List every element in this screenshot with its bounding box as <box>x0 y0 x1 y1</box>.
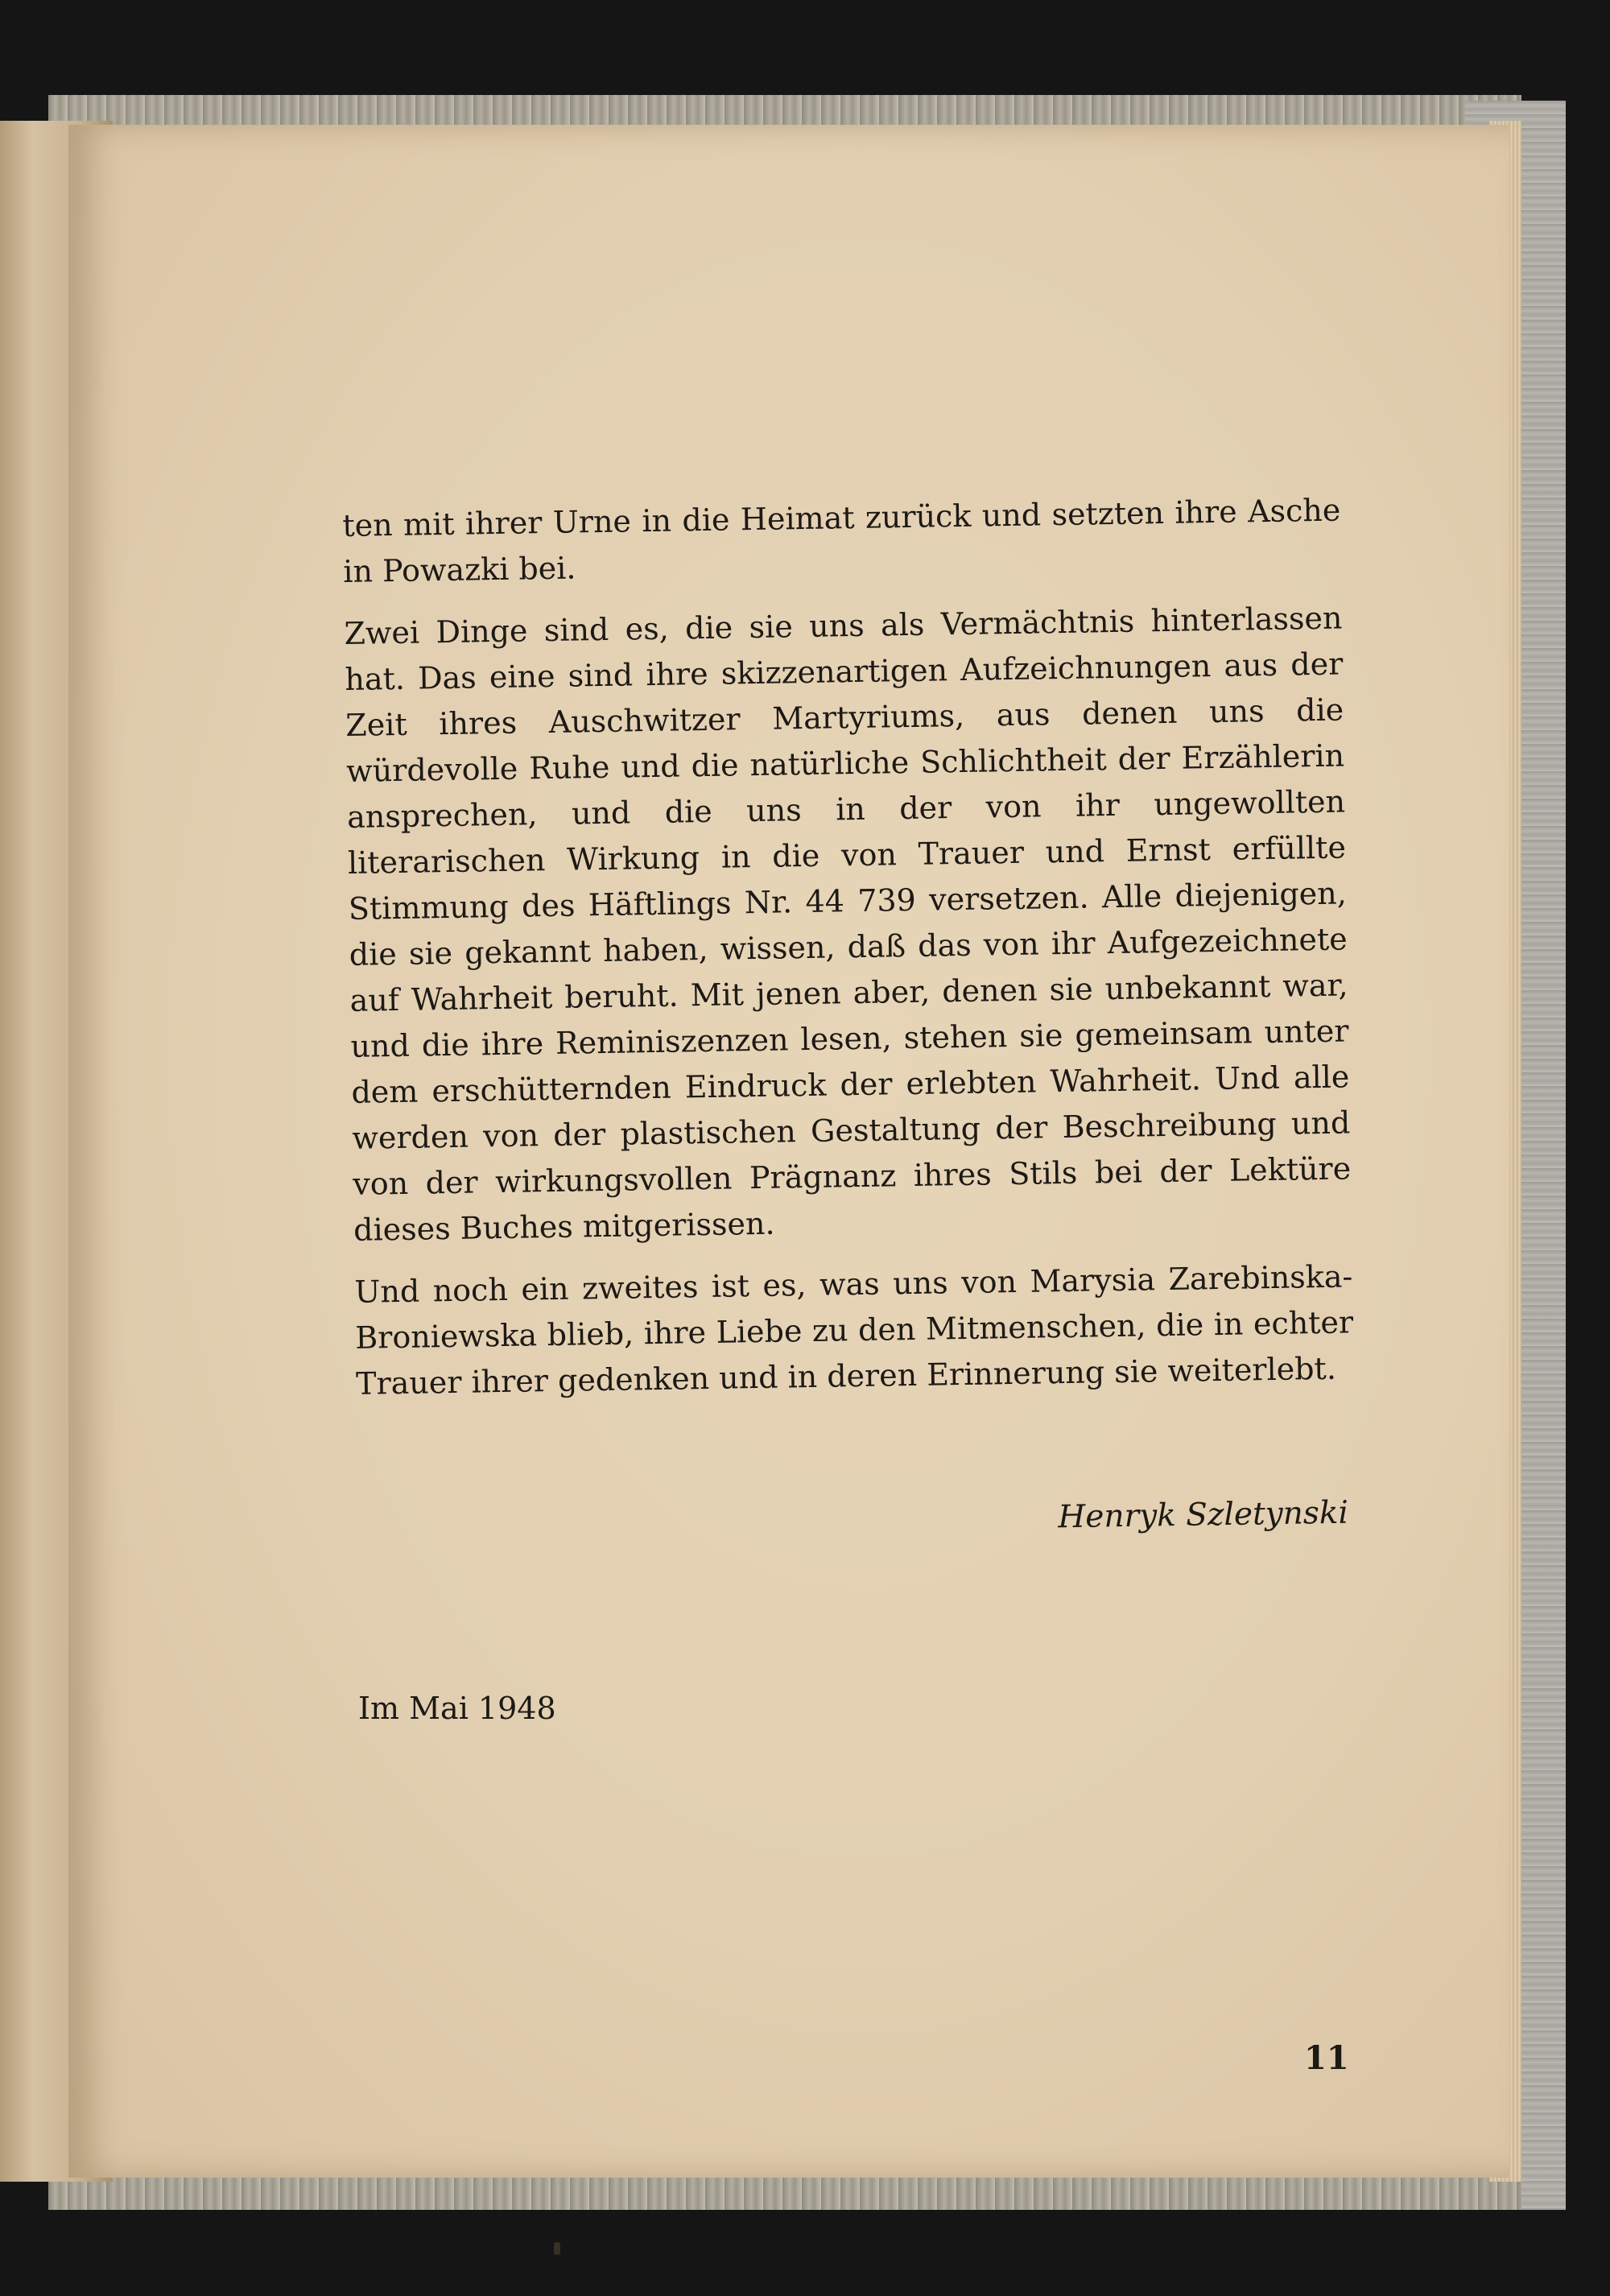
body-text <box>342 488 1355 1423</box>
book-page <box>68 125 1509 2178</box>
paragraph-1: ten mit ihrer Urne in die Heimat zurück und setzten ihre Asche in Powazki bei. <box>342 492 1341 589</box>
date-line: Im Mai 1948 <box>358 1691 556 1726</box>
page-number: 11 <box>1304 2039 1349 2077</box>
paragraph-3: Und noch ein zweites ist es, was uns von Marysia Zarebinska-Broniewska blieb, ihre Liebe zu den Mitmenschen, die in echter Trauer ihrer gedenken und in deren Erinnerung sie weiterlebt. <box>354 1258 1354 1402</box>
author-signature: Henryk Szletynski <box>1057 1494 1349 1536</box>
dust-speck <box>554 2242 560 2255</box>
paragraph-2: Zwei Dinge sind es, die sie uns als Vermächtnis hinterlassen hat. Das eine sind ihre skizzenartigen Aufzeichnungen aus der Zeit ihres Auschwitzer Martyriums, aus denen uns die würdevolle Ruhe und die natürliche Schlichtheit der Erzählerin ansprechen, und die uns in der von ihr ungewollten literarischen Wirkung in die von Trauer und Ernst erfüllte Stimmung des Häftlings Nr. 44 739 versetzen. Alle diejenigen, die sie gekannt haben, wissen, daß das von ihr Aufgezeichnete auf Wahrheit beruht. Mit jenen aber, denen sie unbekannt war, und die ihre Reminiszenzen lesen, stehen sie gemeinsam unter dem erschütternden Eindruck der erlebten Wahrheit. Und alle werden von der plastischen Gestaltung der Beschreibung und von der wirkungsvollen Prägnanz ihres Stils bei der Lektüre dieses Buches mitgerissen. <box>344 600 1352 1248</box>
cover-board-bottom-edge <box>48 2174 1521 2210</box>
